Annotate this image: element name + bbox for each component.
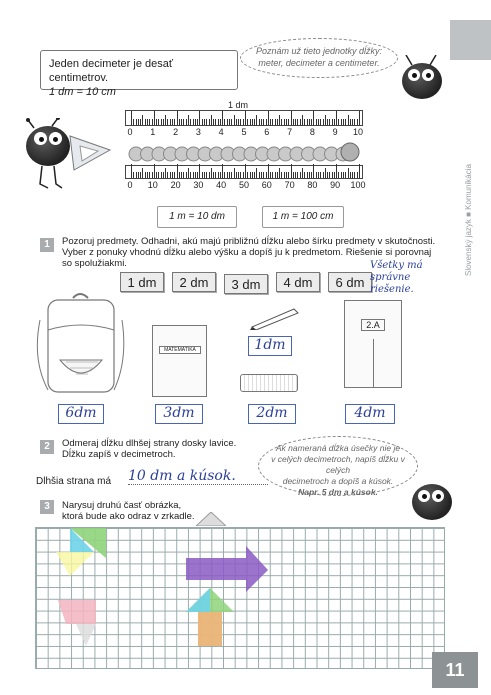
ruler-tick xyxy=(268,111,269,125)
ruler-tick xyxy=(268,164,269,178)
task1-handwritten-note: Všetky má správne riešenie. xyxy=(370,260,423,295)
ruler-number: 3 xyxy=(195,127,201,137)
ruler-tick xyxy=(183,172,184,178)
ruler-tick xyxy=(133,172,134,178)
ruler-tick xyxy=(332,119,333,125)
ruler-tick xyxy=(240,119,241,125)
ruler-tick xyxy=(156,119,157,125)
answer-eraser: 2dm xyxy=(248,404,296,424)
ruler-tick xyxy=(245,111,246,125)
ruler-tick xyxy=(174,119,175,125)
ruler-tick xyxy=(231,119,232,125)
ruler-tick xyxy=(263,172,264,178)
ruler-tick xyxy=(259,172,260,178)
ruler-tick xyxy=(142,168,143,178)
ruler-number: 4 xyxy=(218,127,224,137)
ruler-tick xyxy=(334,119,335,125)
ruler-tick xyxy=(199,164,200,178)
ruler-tick xyxy=(161,172,162,178)
ruler-number: 2 xyxy=(173,127,179,137)
ruler-number: 0 xyxy=(127,180,133,190)
ruler-tick xyxy=(256,115,257,125)
ruler-tick xyxy=(224,119,225,125)
bubble2-line3: decimetroch a dopíš a kúsok. xyxy=(282,476,394,486)
ruler-tick xyxy=(131,111,132,125)
ruler-number: 30 xyxy=(193,180,204,190)
equation-m-dm: 1 m = 10 dm xyxy=(157,206,237,228)
ruler-tick xyxy=(359,111,360,125)
ruler-tick xyxy=(195,172,196,178)
ruler-tick xyxy=(147,172,148,178)
ruler-tick xyxy=(357,119,358,125)
ruler-tick xyxy=(323,119,324,125)
ruler-tick xyxy=(179,119,180,125)
ruler-tick xyxy=(181,172,182,178)
ruler-tick xyxy=(199,111,200,125)
ruler-tick xyxy=(286,119,287,125)
backpack-image xyxy=(28,290,128,398)
choice-chip[interactable]: 3 dm xyxy=(224,274,268,294)
ruler-tick xyxy=(193,172,194,178)
ruler-tick xyxy=(195,119,196,125)
ruler-tick xyxy=(309,119,310,125)
ruler-tick xyxy=(236,119,237,125)
ruler-tick xyxy=(170,119,171,125)
ruler-tick xyxy=(224,172,225,178)
ruler-tick xyxy=(354,119,355,125)
ruler-tick xyxy=(161,119,162,125)
ruler-tick xyxy=(277,172,278,178)
ruler-tick xyxy=(145,119,146,125)
ruler-tick xyxy=(238,172,239,178)
ruler-tick xyxy=(202,172,203,178)
book-image xyxy=(344,300,402,388)
ruler-tick xyxy=(329,119,330,125)
ruler-tick xyxy=(343,119,344,125)
book-label: 2.A xyxy=(361,319,385,331)
ant-top-right-icon xyxy=(398,55,446,103)
ruler-tick xyxy=(293,119,294,125)
ruler-tick xyxy=(281,172,282,178)
ruler-tick xyxy=(307,172,308,178)
ruler-number: 100 xyxy=(350,180,366,190)
ruler-tick xyxy=(174,172,175,178)
ruler-tick xyxy=(236,172,237,178)
ruler-tick xyxy=(131,164,132,178)
ruler-tick xyxy=(213,119,214,125)
equation-m-cm: 1 m = 100 cm xyxy=(262,206,344,228)
page-number: 11 xyxy=(432,652,478,688)
ruler-tick xyxy=(300,172,301,178)
ruler-tick xyxy=(332,172,333,178)
ruler-tick xyxy=(256,168,257,178)
ruler-tick xyxy=(302,115,303,125)
mirror-triangle-icon xyxy=(196,512,226,526)
ruler-tick xyxy=(243,172,244,178)
ruler-number: 10 xyxy=(147,180,158,190)
eraser-image xyxy=(240,374,298,392)
ruler-tick xyxy=(293,172,294,178)
caterpillar-head xyxy=(341,143,359,161)
task3-number: 3 xyxy=(40,500,54,514)
task2-prompt: Dlhšia strana má xyxy=(36,476,112,487)
ruler-tick xyxy=(304,172,305,178)
ruler-tick xyxy=(336,164,337,178)
ruler-tick xyxy=(352,172,353,178)
ruler-tick xyxy=(145,172,146,178)
ruler-tick xyxy=(204,172,205,178)
ruler-tick xyxy=(136,119,137,125)
ruler-tick xyxy=(215,172,216,178)
ruler-tick xyxy=(252,119,253,125)
ruler-tick xyxy=(247,172,248,178)
ruler-tick xyxy=(245,164,246,178)
ruler-cm xyxy=(125,110,363,126)
ruler-tick xyxy=(167,172,168,178)
ruler-tick xyxy=(311,119,312,125)
ruler-tick xyxy=(183,119,184,125)
ruler-number: 7 xyxy=(287,127,293,137)
ruler-tick xyxy=(206,119,207,125)
ruler-number: 40 xyxy=(216,180,227,190)
choice-chip[interactable]: 4 dm xyxy=(276,272,320,292)
ruler-number: 60 xyxy=(261,180,272,190)
ruler-tick xyxy=(229,119,230,125)
ruler-tick xyxy=(211,115,212,125)
definition-line2: 1 dm = 10 cm xyxy=(49,86,116,98)
ruler-tick xyxy=(177,164,178,178)
ruler-tick xyxy=(272,119,273,125)
ant-ruler-icon xyxy=(22,118,117,193)
bubble-top-line2: meter, decimeter a centimeter. xyxy=(258,58,380,68)
choice-chip[interactable]: 1 dm xyxy=(120,272,164,292)
ruler-number: 50 xyxy=(238,180,249,190)
ruler-tick xyxy=(348,168,349,178)
ruler-tick xyxy=(149,172,150,178)
ruler-tick xyxy=(243,119,244,125)
ruler-tick xyxy=(316,172,317,178)
ruler-tick xyxy=(250,119,251,125)
ruler-tick xyxy=(227,172,228,178)
ruler-cm-numbers xyxy=(125,127,363,139)
answer-notebook: 3dm xyxy=(155,404,203,424)
task1-number: 1 xyxy=(40,238,54,252)
ruler-tick xyxy=(338,172,339,178)
ruler-number: 5 xyxy=(241,127,247,137)
ruler-tick xyxy=(270,172,271,178)
ruler-tick xyxy=(165,115,166,125)
ruler-tick xyxy=(138,119,139,125)
ruler-tick xyxy=(138,172,139,178)
ruler-number: 8 xyxy=(309,127,315,137)
ruler-mm xyxy=(125,165,363,179)
task2-answer[interactable]: 10 dm a kúsok. xyxy=(128,468,268,485)
ruler-tick xyxy=(279,115,280,125)
ruler-tick xyxy=(188,168,189,178)
ruler-tick xyxy=(341,172,342,178)
ruler-tick xyxy=(209,119,210,125)
ruler-tick xyxy=(263,119,264,125)
ruler-tick xyxy=(172,172,173,178)
ruler-tick xyxy=(234,168,235,178)
bubble-top-line1: Poznám už tieto jednotky dĺžky: xyxy=(255,46,383,56)
definition-line1: Jeden decimeter je desať centimetrov. xyxy=(49,58,173,84)
ruler-tick xyxy=(202,119,203,125)
ruler-tick xyxy=(345,119,346,125)
ruler-tick xyxy=(325,168,326,178)
ruler-tick xyxy=(334,172,335,178)
notebook-label: MATEMATIKA xyxy=(159,346,201,354)
task1-text: Pozoruj predmety. Odhadni, akú majú približnú dĺžku alebo šírku predmety v skutočnosti. Vyber z ponuky vhodnú dĺžku alebo výšku a dopíš ju k predmetom. Riešenie si porovnaj so spolužiakmi. xyxy=(62,236,436,269)
ruler-tick xyxy=(313,164,314,178)
ruler-tick xyxy=(275,119,276,125)
ruler-tick xyxy=(354,172,355,178)
ruler-number: 1 xyxy=(150,127,156,137)
ruler-tick xyxy=(272,172,273,178)
notebook-image xyxy=(152,325,207,397)
ruler-tick xyxy=(318,119,319,125)
ruler-tick xyxy=(279,168,280,178)
ruler-number: 10 xyxy=(352,127,363,137)
ruler-tick xyxy=(288,119,289,125)
ruler-tick xyxy=(158,119,159,125)
ruler-tick xyxy=(254,119,255,125)
answer-book: 4dm xyxy=(345,404,395,424)
ruler-tick xyxy=(163,119,164,125)
ruler-tick xyxy=(295,172,296,178)
ruler-tick xyxy=(158,172,159,178)
ruler-tick xyxy=(215,119,216,125)
ruler-tick xyxy=(304,119,305,125)
ant-bottom-right-icon xyxy=(410,478,454,522)
ruler-tick xyxy=(231,172,232,178)
ruler-mm-numbers xyxy=(125,180,366,192)
ruler-tick xyxy=(357,172,358,178)
definition-box xyxy=(40,50,238,98)
ruler-tick xyxy=(206,172,207,178)
task2-number: 2 xyxy=(40,440,54,454)
ruler-tick xyxy=(133,119,134,125)
ruler-tick xyxy=(327,119,328,125)
ruler-tick xyxy=(277,119,278,125)
ruler-number: 20 xyxy=(170,180,181,190)
pencil-image xyxy=(250,305,300,330)
ruler-dm-label: 1 dm xyxy=(228,100,249,110)
side-strip xyxy=(458,60,480,380)
bubble2-line4: Napr. 5 dm a kúsok. xyxy=(298,487,378,497)
ruler-tick xyxy=(136,172,137,178)
ruler-tick xyxy=(188,115,189,125)
ruler-tick xyxy=(318,172,319,178)
ruler-tick xyxy=(261,172,262,178)
ruler-tick xyxy=(316,119,317,125)
ruler-tick xyxy=(211,168,212,178)
choice-chip[interactable]: 6 dm xyxy=(328,272,372,292)
ruler-tick xyxy=(254,172,255,178)
ruler-tick xyxy=(327,172,328,178)
ruler-tick xyxy=(156,172,157,178)
ruler-tick xyxy=(218,119,219,125)
ruler-tick xyxy=(181,119,182,125)
ruler-number: 6 xyxy=(264,127,270,137)
ruler-number: 0 xyxy=(127,127,133,137)
ruler-tick xyxy=(311,172,312,178)
ruler-tick xyxy=(313,111,314,125)
ruler-tick xyxy=(179,172,180,178)
ruler-tick xyxy=(352,119,353,125)
ruler-tick xyxy=(325,115,326,125)
choice-chip[interactable]: 2 dm xyxy=(172,272,216,292)
bubble2-line2: v celých decimetroch, napíš dĺžku v celých xyxy=(271,454,405,475)
ruler-tick xyxy=(252,172,253,178)
ruler-tick xyxy=(266,119,267,125)
ruler-tick xyxy=(295,119,296,125)
ruler-tick xyxy=(227,119,228,125)
ruler-tick xyxy=(204,119,205,125)
ruler-number: 90 xyxy=(330,180,341,190)
ruler-tick xyxy=(323,172,324,178)
ruler-tick xyxy=(147,119,148,125)
speech-bubble-task2 xyxy=(258,436,418,496)
ruler-tick xyxy=(154,164,155,178)
ruler-tick xyxy=(140,119,141,125)
task3-text-line1: Narysuj druhú časť obrázka, xyxy=(62,500,182,511)
ruler-tick xyxy=(288,172,289,178)
ruler-tick xyxy=(302,168,303,178)
ruler-number: 70 xyxy=(284,180,295,190)
ruler-tick xyxy=(275,172,276,178)
ruler-tick xyxy=(165,168,166,178)
speech-bubble-top xyxy=(240,38,398,78)
ruler-tick xyxy=(209,172,210,178)
ruler-tick xyxy=(336,111,337,125)
ruler-tick xyxy=(297,172,298,178)
ruler-tick xyxy=(197,172,198,178)
caterpillar-icon xyxy=(128,140,364,166)
ruler-tick xyxy=(163,172,164,178)
ruler-tick xyxy=(345,172,346,178)
ruler-number: 9 xyxy=(332,127,338,137)
ruler-tick xyxy=(220,172,221,178)
ruler-tick xyxy=(186,172,187,178)
ruler-tick xyxy=(220,119,221,125)
ruler-tick xyxy=(167,119,168,125)
side-tab xyxy=(450,20,491,60)
ruler-tick xyxy=(197,119,198,125)
ruler-tick xyxy=(170,172,171,178)
ruler-tick xyxy=(218,172,219,178)
ruler-tick xyxy=(190,119,191,125)
ruler-tick xyxy=(343,172,344,178)
ruler-tick xyxy=(152,119,153,125)
ruler-tick xyxy=(266,172,267,178)
ruler-tick xyxy=(213,172,214,178)
side-tab-text: Slovenský jazyk ■ Komunikácia xyxy=(464,164,473,276)
ruler-tick xyxy=(154,111,155,125)
ruler-tick xyxy=(329,172,330,178)
answer-backpack: 6dm xyxy=(58,404,104,424)
ruler-tick xyxy=(142,115,143,125)
ruler-tick xyxy=(320,172,321,178)
ruler-tick xyxy=(177,111,178,125)
ruler-tick xyxy=(359,164,360,178)
ruler-tick xyxy=(222,164,223,178)
ruler-number: 80 xyxy=(307,180,318,190)
ruler-tick xyxy=(240,172,241,178)
task2-text-line1: Odmeraj dĺžku dlhšej strany dosky lavice. xyxy=(62,438,237,449)
ruler-tick xyxy=(234,115,235,125)
task3-text-line2: ktorá bude ako odraz v zrkadle. xyxy=(62,511,195,522)
ruler-tick xyxy=(320,119,321,125)
ruler-tick xyxy=(172,119,173,125)
ruler-tick xyxy=(307,119,308,125)
ruler-tick xyxy=(222,111,223,125)
ruler-tick xyxy=(297,119,298,125)
ruler-tick xyxy=(300,119,301,125)
ruler-tick xyxy=(250,172,251,178)
ruler-tick xyxy=(152,172,153,178)
task1-choices xyxy=(120,272,370,296)
ruler-tick xyxy=(286,172,287,178)
answer-pencil: 1dm xyxy=(248,336,292,356)
ruler-tick xyxy=(193,119,194,125)
ruler-tick xyxy=(281,119,282,125)
ruler-tick xyxy=(140,172,141,178)
ruler-tick xyxy=(291,111,292,125)
ruler-tick xyxy=(350,172,351,178)
ruler-tick xyxy=(284,172,285,178)
ruler-tick xyxy=(186,119,187,125)
ruler-tick xyxy=(238,119,239,125)
ruler-tick xyxy=(350,119,351,125)
ruler-tick xyxy=(259,119,260,125)
drawing-grid[interactable] xyxy=(35,527,445,669)
ruler-tick xyxy=(309,172,310,178)
ruler-tick xyxy=(149,119,150,125)
ruler-tick xyxy=(190,172,191,178)
ruler-tick xyxy=(348,115,349,125)
ruler-tick xyxy=(261,119,262,125)
ruler-tick xyxy=(338,119,339,125)
ruler-tick xyxy=(284,119,285,125)
ruler-tick xyxy=(270,119,271,125)
ruler-tick xyxy=(291,164,292,178)
ruler-tick xyxy=(247,119,248,125)
task2-text-line2: Dĺžku zapíš v decimetroch. xyxy=(62,449,176,460)
bubble2-line1: Ak nameraná dĺžka úsečky nie je xyxy=(275,443,401,453)
ruler-tick xyxy=(341,119,342,125)
ruler-tick xyxy=(229,172,230,178)
